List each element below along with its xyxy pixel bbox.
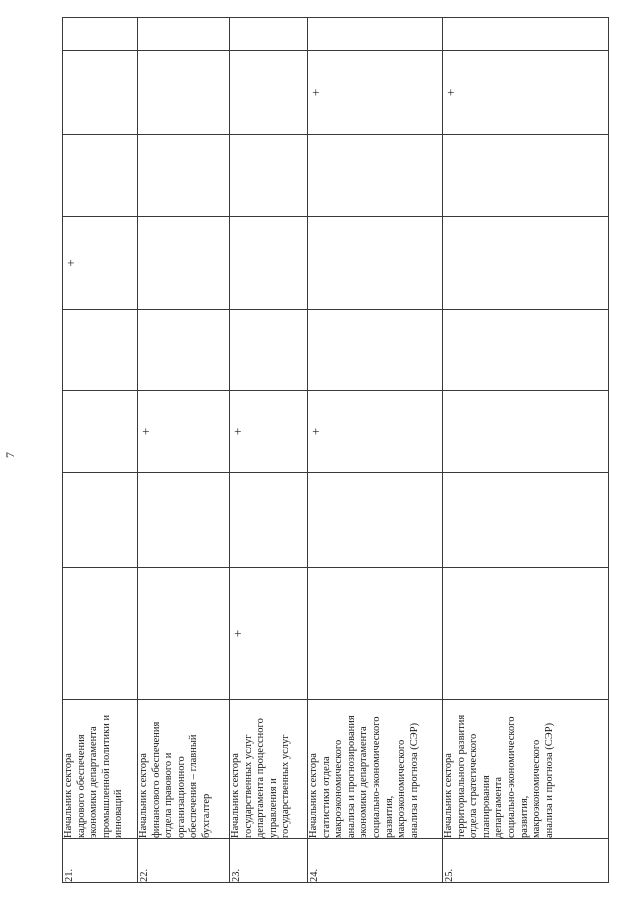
mark-cell xyxy=(443,135,609,217)
mark-cell xyxy=(63,568,138,700)
mark-cell xyxy=(63,391,138,473)
mark-cell xyxy=(308,135,443,217)
table-row xyxy=(63,18,138,883)
mark-cell xyxy=(138,568,230,700)
mark-cell xyxy=(308,568,443,700)
row-number: 22. xyxy=(138,839,230,883)
mark-cell xyxy=(230,217,308,310)
mark-cell xyxy=(230,310,308,391)
table-row xyxy=(138,18,230,883)
page-number: 7 xyxy=(3,452,17,458)
table-row xyxy=(308,18,443,883)
mark-cell xyxy=(443,568,609,700)
mark-cell xyxy=(443,51,609,135)
mark-cell xyxy=(443,18,609,51)
mark-cell xyxy=(443,217,609,310)
position-title-cell xyxy=(230,700,308,839)
position-title-cell xyxy=(138,700,230,839)
plus-mark: + xyxy=(230,427,245,436)
table-row xyxy=(230,18,308,883)
plus-mark: + xyxy=(63,259,78,267)
mark-cell xyxy=(230,473,308,568)
mark-cell xyxy=(138,135,230,217)
mark-cell xyxy=(308,391,443,473)
position-title: Начальник сектора кадрового обеспечения экономики департамента промышленной политики и инноваций xyxy=(63,714,125,838)
mark-cell xyxy=(63,51,138,135)
position-title-cell xyxy=(308,700,443,839)
mark-cell xyxy=(230,135,308,217)
position-title-cell xyxy=(443,700,609,839)
positions-table xyxy=(62,17,609,883)
row-number: 24. xyxy=(308,839,443,883)
row-number: 25. xyxy=(443,839,609,883)
plus-mark: + xyxy=(443,88,458,97)
mark-cell xyxy=(230,568,308,700)
mark-cell xyxy=(138,51,230,135)
mark-cell xyxy=(63,135,138,217)
table-body xyxy=(63,18,609,883)
mark-cell xyxy=(230,51,308,135)
mark-cell xyxy=(230,391,308,473)
mark-cell xyxy=(230,18,308,51)
position-title: Начальник сектора государственных услуг департамента процессного управления и государственных услуг xyxy=(230,718,292,838)
plus-mark: + xyxy=(308,427,323,436)
mark-cell xyxy=(138,391,230,473)
row-number: 21. xyxy=(63,839,138,883)
position-title-cell xyxy=(63,700,138,839)
position-title: Начальник сектора территориального развития отдела стратегического планирования департамента социально-экономического развития, макроэкономического анализа и прогноза (СЭР) xyxy=(443,714,555,838)
mark-cell xyxy=(308,310,443,391)
plus-mark: + xyxy=(138,427,153,436)
mark-cell xyxy=(138,473,230,568)
mark-cell xyxy=(138,18,230,51)
mark-cell xyxy=(63,18,138,51)
row-number: 23. xyxy=(230,839,308,883)
mark-cell xyxy=(138,310,230,391)
mark-cell xyxy=(443,473,609,568)
position-title: Начальник сектора финансового обеспечения отдела правового и организационного обеспечения – главный бухгалтер xyxy=(138,721,212,838)
mark-cell xyxy=(308,217,443,310)
mark-cell xyxy=(443,391,609,473)
mark-cell xyxy=(63,310,138,391)
mark-cell xyxy=(138,217,230,310)
mark-cell xyxy=(63,217,138,310)
plus-mark: + xyxy=(230,629,245,638)
mark-cell xyxy=(308,473,443,568)
mark-cell xyxy=(63,473,138,568)
mark-cell xyxy=(308,18,443,51)
table-row xyxy=(443,18,609,883)
mark-cell xyxy=(443,310,609,391)
mark-cell xyxy=(308,51,443,135)
plus-mark: + xyxy=(308,88,323,97)
position-title: Начальник сектора статистики отдела макроэкономического анализа и прогнозирования экономики департамента социально-экономического развития, макроэкономического анализа и прогноза (СЭР) xyxy=(308,715,420,838)
